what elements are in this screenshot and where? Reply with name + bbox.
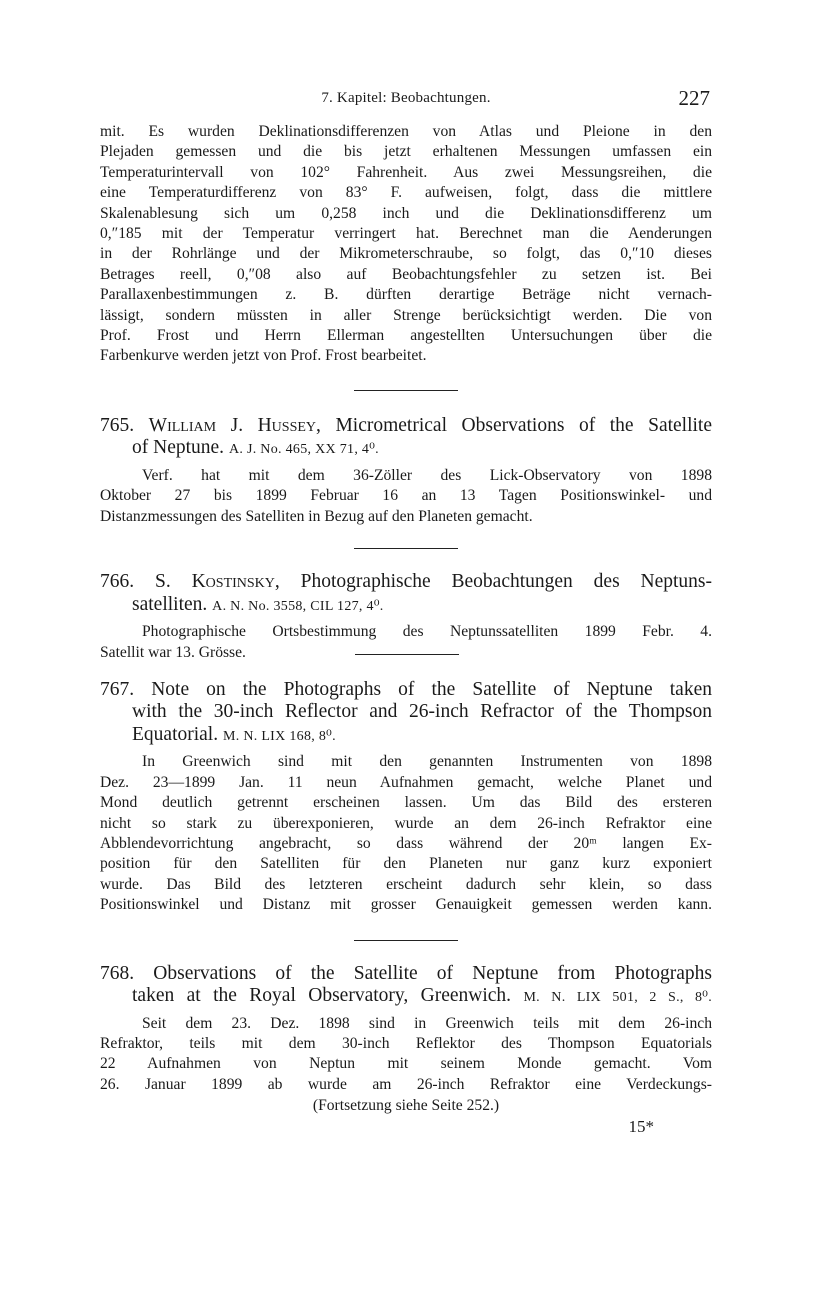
text-line: Temperaturintervall von 102° Fahrenheit. Aus zwei Messungsreihen, die <box>100 163 712 181</box>
text-line: wurde. Das Bild des letzteren erscheint dadurch sehr klein, so dass <box>100 875 712 893</box>
entry-title: 768. Observations of the Satellite of Neptune from Photographs <box>100 962 712 984</box>
entry-title-cont: with the 30-inch Reflector and 26-inch Refractor of the Thompson <box>132 701 712 723</box>
text-line: lässigt, sondern müssten in aller Strenge berücksichtigt werden. Die von <box>100 306 712 324</box>
entry-title: Photographische Beobachtungen des Neptuns- <box>300 571 713 593</box>
text-line: Mond deutlich getrennt erscheinen lassen. Um das Bild des ersteren <box>100 794 712 812</box>
entry-heading <box>100 415 712 462</box>
entry-title-cont: taken at the Royal Observatory, Greenwich. <box>132 985 512 1007</box>
entry-number: 765. <box>100 414 135 436</box>
text-line: nicht so stark zu überexponieren, wurde an dem 26-inch Refraktor eine <box>100 814 712 832</box>
text-line: Abblendevorrichtung angebracht, so dass während der 20ᵐ langen Ex- <box>100 835 712 853</box>
text-line: Dez. 23—1899 Jan. 11 neun Aufnahmen gemacht, welche Planet und <box>100 773 712 791</box>
page <box>100 86 712 1137</box>
text-line: Photographische Ortsbestimmung des Neptunssatelliten 1899 Febr. 4. <box>142 623 712 641</box>
entry-heading <box>100 571 712 618</box>
continuation-note: (Fortsetzung siehe Seite 252.) <box>312 1097 500 1115</box>
entry-title-cont: satelliten. <box>132 593 208 615</box>
text-line: 26. Januar 1899 ab wurde am 26-inch Refraktor eine Verdeckungs- <box>100 1075 712 1093</box>
text-line: Prof. Frost und Herrn Ellerman angestellten Untersuchungen über die <box>100 327 712 345</box>
entry-768 <box>100 963 712 1138</box>
text-line: mit. Es wurden Deklinationsdifferenzen von Atlas und Pleione in den <box>100 123 712 140</box>
text-line: Plejaden gemessen und die bis jetzt erhaltenen Messungen umfassen ein <box>100 143 712 161</box>
text-line: Verf. hat mit dem 36-Zöller des Lick-Observatory von 1898 <box>142 466 712 484</box>
text-line: 22 Aufnahmen von Neptun mit seinem Monde gemacht. Vom <box>100 1055 712 1073</box>
chapter-title: 7. Kapitel: Beobachtungen. <box>321 90 491 106</box>
entry-title-cont: Equatorial. <box>132 723 219 745</box>
text-line: In Greenwich sind mit den genannten Instrumenten von 1898 <box>142 753 712 771</box>
entry-title: 767. Note on the Photographs of the Satellite of Neptune taken <box>100 678 712 700</box>
text-line: Oktober 27 bis 1899 Februar 16 an 13 Tagen Positionswinkel- und <box>100 487 712 505</box>
entry-heading <box>100 679 712 749</box>
entry-body <box>100 622 712 663</box>
entry-reference: A. N. No. 3558, CIL 127, 4⁰. <box>212 598 384 614</box>
text-line: Refraktor, teils mit dem 30-inch Reflektor des Thompson Equatorials <box>100 1035 712 1053</box>
text-line: position für den Satelliten für den Planeten nur ganz kurz exponiert <box>100 855 712 873</box>
entry-767 <box>100 679 712 916</box>
text-line: 0,″185 mit der Temperatur verringert hat. Berechnet man die Aenderungen <box>100 225 712 243</box>
entry-title: Micrometrical Observations of the Satellite <box>335 414 712 436</box>
entry-765 <box>100 415 712 527</box>
text-line: Parallaxenbestimmungen z. B. dürften derartige Beträge nicht vernach- <box>100 286 712 304</box>
text-line: Farbenkurve werden jetzt von Prof. Frost bearbeitet. <box>100 347 427 365</box>
entry-766 <box>100 571 712 663</box>
entry-reference: M. N. LIX 168, 8⁰. <box>222 728 336 744</box>
intro-paragraph <box>100 122 712 367</box>
entry-number: 766. <box>100 571 135 593</box>
entry-author: S. Kostinsky, <box>155 571 280 593</box>
text-line: Satellit war 13. Grösse. <box>100 643 246 661</box>
running-head <box>100 86 712 112</box>
text-line: Positionswinkel und Distanz mit grosser Genauigkeit gemessen werden kann. <box>100 896 712 914</box>
entry-body <box>100 752 712 915</box>
signature-mark: 15* <box>628 1117 654 1137</box>
text-line: eine Temperaturdifferenz von 83° F. aufweisen, folgt, dass die mittlere <box>100 184 712 202</box>
text-line: Distanzmessungen des Satelliten in Bezug auf den Planeten gemacht. <box>100 507 533 525</box>
text-line: in der Rohrlänge und der Mikrometerschraube, so folgt, das 0,″10 dieses <box>100 245 712 263</box>
section-divider <box>355 654 459 655</box>
entry-body <box>100 1014 712 1096</box>
text-line: Skalenablesung sich um 0,258 inch und die Deklinationsdifferenz um <box>100 204 712 222</box>
entry-body <box>100 466 712 527</box>
page-number: 227 <box>678 86 710 110</box>
entry-author: William J. Hussey, <box>148 414 321 436</box>
entry-heading <box>100 963 712 1010</box>
entry-title-cont: of Neptune. <box>132 437 225 459</box>
entry-reference: M. N. LIX 501, 2 S., 8⁰. <box>523 990 712 1006</box>
text-line: Betrages reell, 0,″08 also auf Beobachtungsfehler zu setzen ist. Bei <box>100 265 712 283</box>
text-line: Seit dem 23. Dez. 1898 sind in Greenwich teils mit dem 26-inch <box>142 1014 712 1032</box>
entry-reference: A. J. No. 465, XX 71, 4⁰. <box>228 442 379 458</box>
